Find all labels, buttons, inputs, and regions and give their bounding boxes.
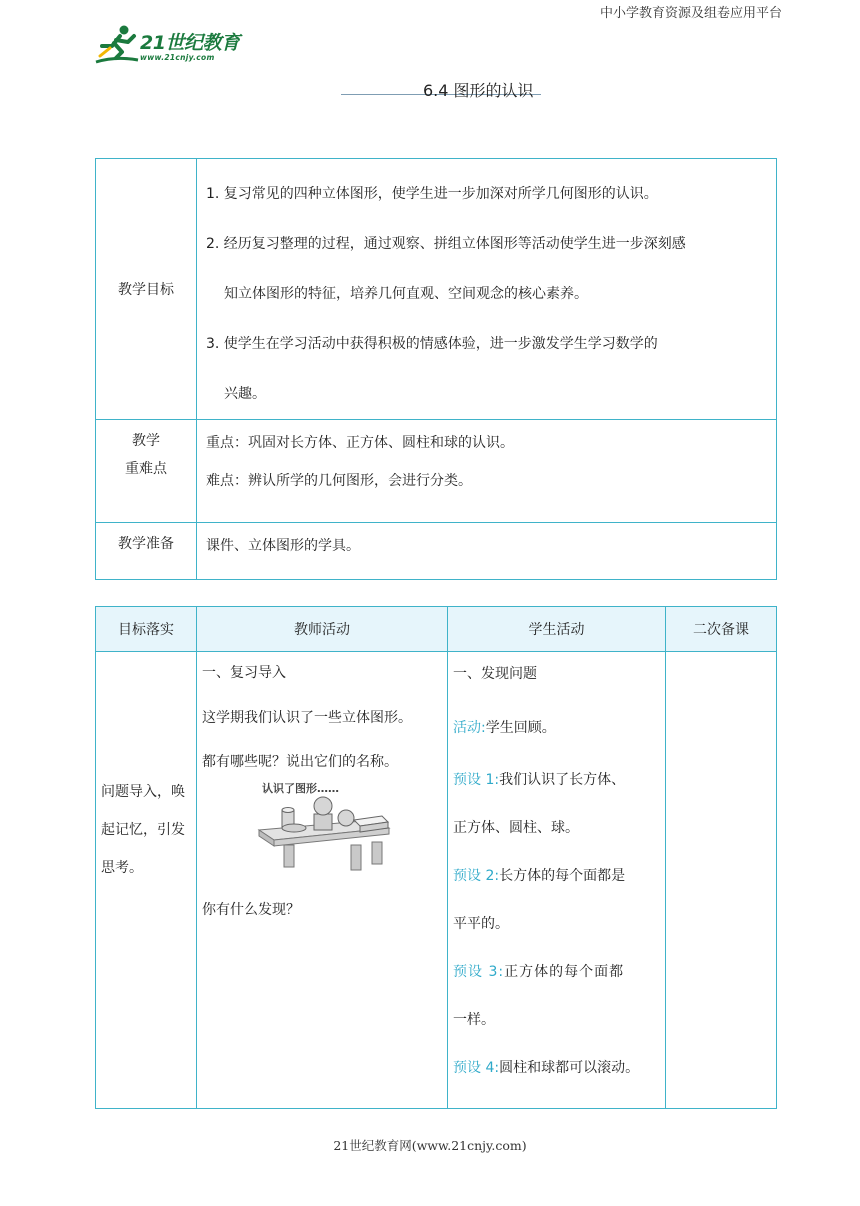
key-label-line2: 重难点: [125, 461, 167, 477]
goal-line: 思考。: [101, 860, 143, 876]
student-activity: [453, 718, 659, 738]
header-revision: 二次备课: [666, 607, 777, 652]
goal-line: 起记忆，引发: [101, 822, 185, 838]
teacher-line: 你有什么发现？: [202, 902, 300, 918]
prep-label-cell: [96, 523, 197, 580]
goal-line: 问题导入，唤: [101, 784, 185, 800]
site-logo: [92, 22, 262, 70]
key-points-cell: [197, 420, 777, 523]
teacher-cell: [197, 652, 448, 1109]
preset-label: 预设 3:: [453, 964, 505, 980]
activity-table: [95, 606, 777, 1109]
preset-continuation: 平平的。: [453, 916, 509, 932]
header-goal: 目标落实: [96, 607, 197, 652]
teacher-line: 都有哪些呢？说出它们的名称。: [202, 754, 398, 770]
key-point: 重点：巩固对长方体、正方体、圆柱和球的认识。: [206, 435, 514, 451]
prep-text: 课件、立体图形的学具。: [206, 538, 360, 554]
prep-label: 教学准备: [118, 536, 174, 552]
activity-label: 活动:: [453, 720, 486, 736]
student-preset: [453, 962, 659, 982]
difficult-point: 难点：辨认所学的几何图形，会进行分类。: [206, 473, 472, 489]
illustration-caption: 认识了图形……: [262, 782, 339, 795]
preset-text: 圆柱和球都可以滚动。: [499, 1060, 640, 1076]
runner-logo-icon: [92, 22, 142, 66]
preset-text: 我们认识了长方体、: [499, 772, 626, 788]
teaching-info-table: [95, 158, 777, 580]
platform-name: 中小学教育资源及组卷应用平台: [599, 6, 782, 21]
key-label-line1: 教学: [132, 433, 160, 449]
goal-item: 3. 使学生在学习活动中获得积极的情感体验，进一步激发学生学习数学的: [206, 336, 658, 352]
prep-cell: [197, 523, 777, 580]
student-preset: [453, 770, 659, 790]
goal-item: 知立体图形的特征，培养几何直观、空间观念的核心素养。: [224, 286, 588, 302]
revision-cell: [666, 652, 777, 1109]
goals-label-cell: [96, 159, 197, 420]
goals-cell: [197, 159, 777, 420]
student-cell: [448, 652, 666, 1109]
teacher-section-title: 一、复习导入: [202, 665, 286, 681]
goals-label: 教学目标: [118, 282, 174, 298]
student-preset: [453, 1058, 659, 1078]
page-title: 6.4 图形的认识: [423, 81, 534, 100]
teacher-line: 这学期我们认识了一些立体图形。: [202, 710, 412, 726]
preset-text: 长方体的每个面都是: [499, 868, 626, 884]
key-label-cell: [96, 420, 197, 523]
student-preset: [453, 866, 659, 886]
preset-text: 正方体的每个面都: [504, 964, 625, 980]
goal-item: 兴趣。: [224, 386, 266, 402]
preset-label: 预设 4:: [453, 1060, 500, 1076]
goal-item: 2. 经历复习整理的过程，通过观察、拼组立体图形等活动使学生进一步深刻感: [206, 236, 686, 252]
preset-label: 预设 2:: [453, 868, 500, 884]
goal-item: 1. 复习常见的四种立体图形，使学生进一步加深对所学几何图形的认识。: [206, 186, 658, 202]
goal-cell: [96, 652, 197, 1109]
header-teacher: 教师活动: [197, 607, 448, 652]
preset-continuation: 一样。: [453, 1012, 495, 1028]
logo-url: www.21cnjy.com: [140, 53, 215, 62]
shapes-table-illustration: [254, 780, 394, 880]
header-student: 学生活动: [448, 607, 666, 652]
student-section-title: 一、发现问题: [453, 666, 537, 682]
activity-text: 学生回顾。: [485, 720, 556, 736]
logo-text: 21世纪教育: [140, 32, 240, 54]
preset-label: 预设 1:: [453, 772, 500, 788]
preset-continuation: 正方体、圆柱、球。: [453, 820, 579, 836]
page-footer: 21世纪教育网(www.21cnjy.com): [333, 1138, 527, 1153]
shapes-on-table-icon: [254, 780, 394, 880]
